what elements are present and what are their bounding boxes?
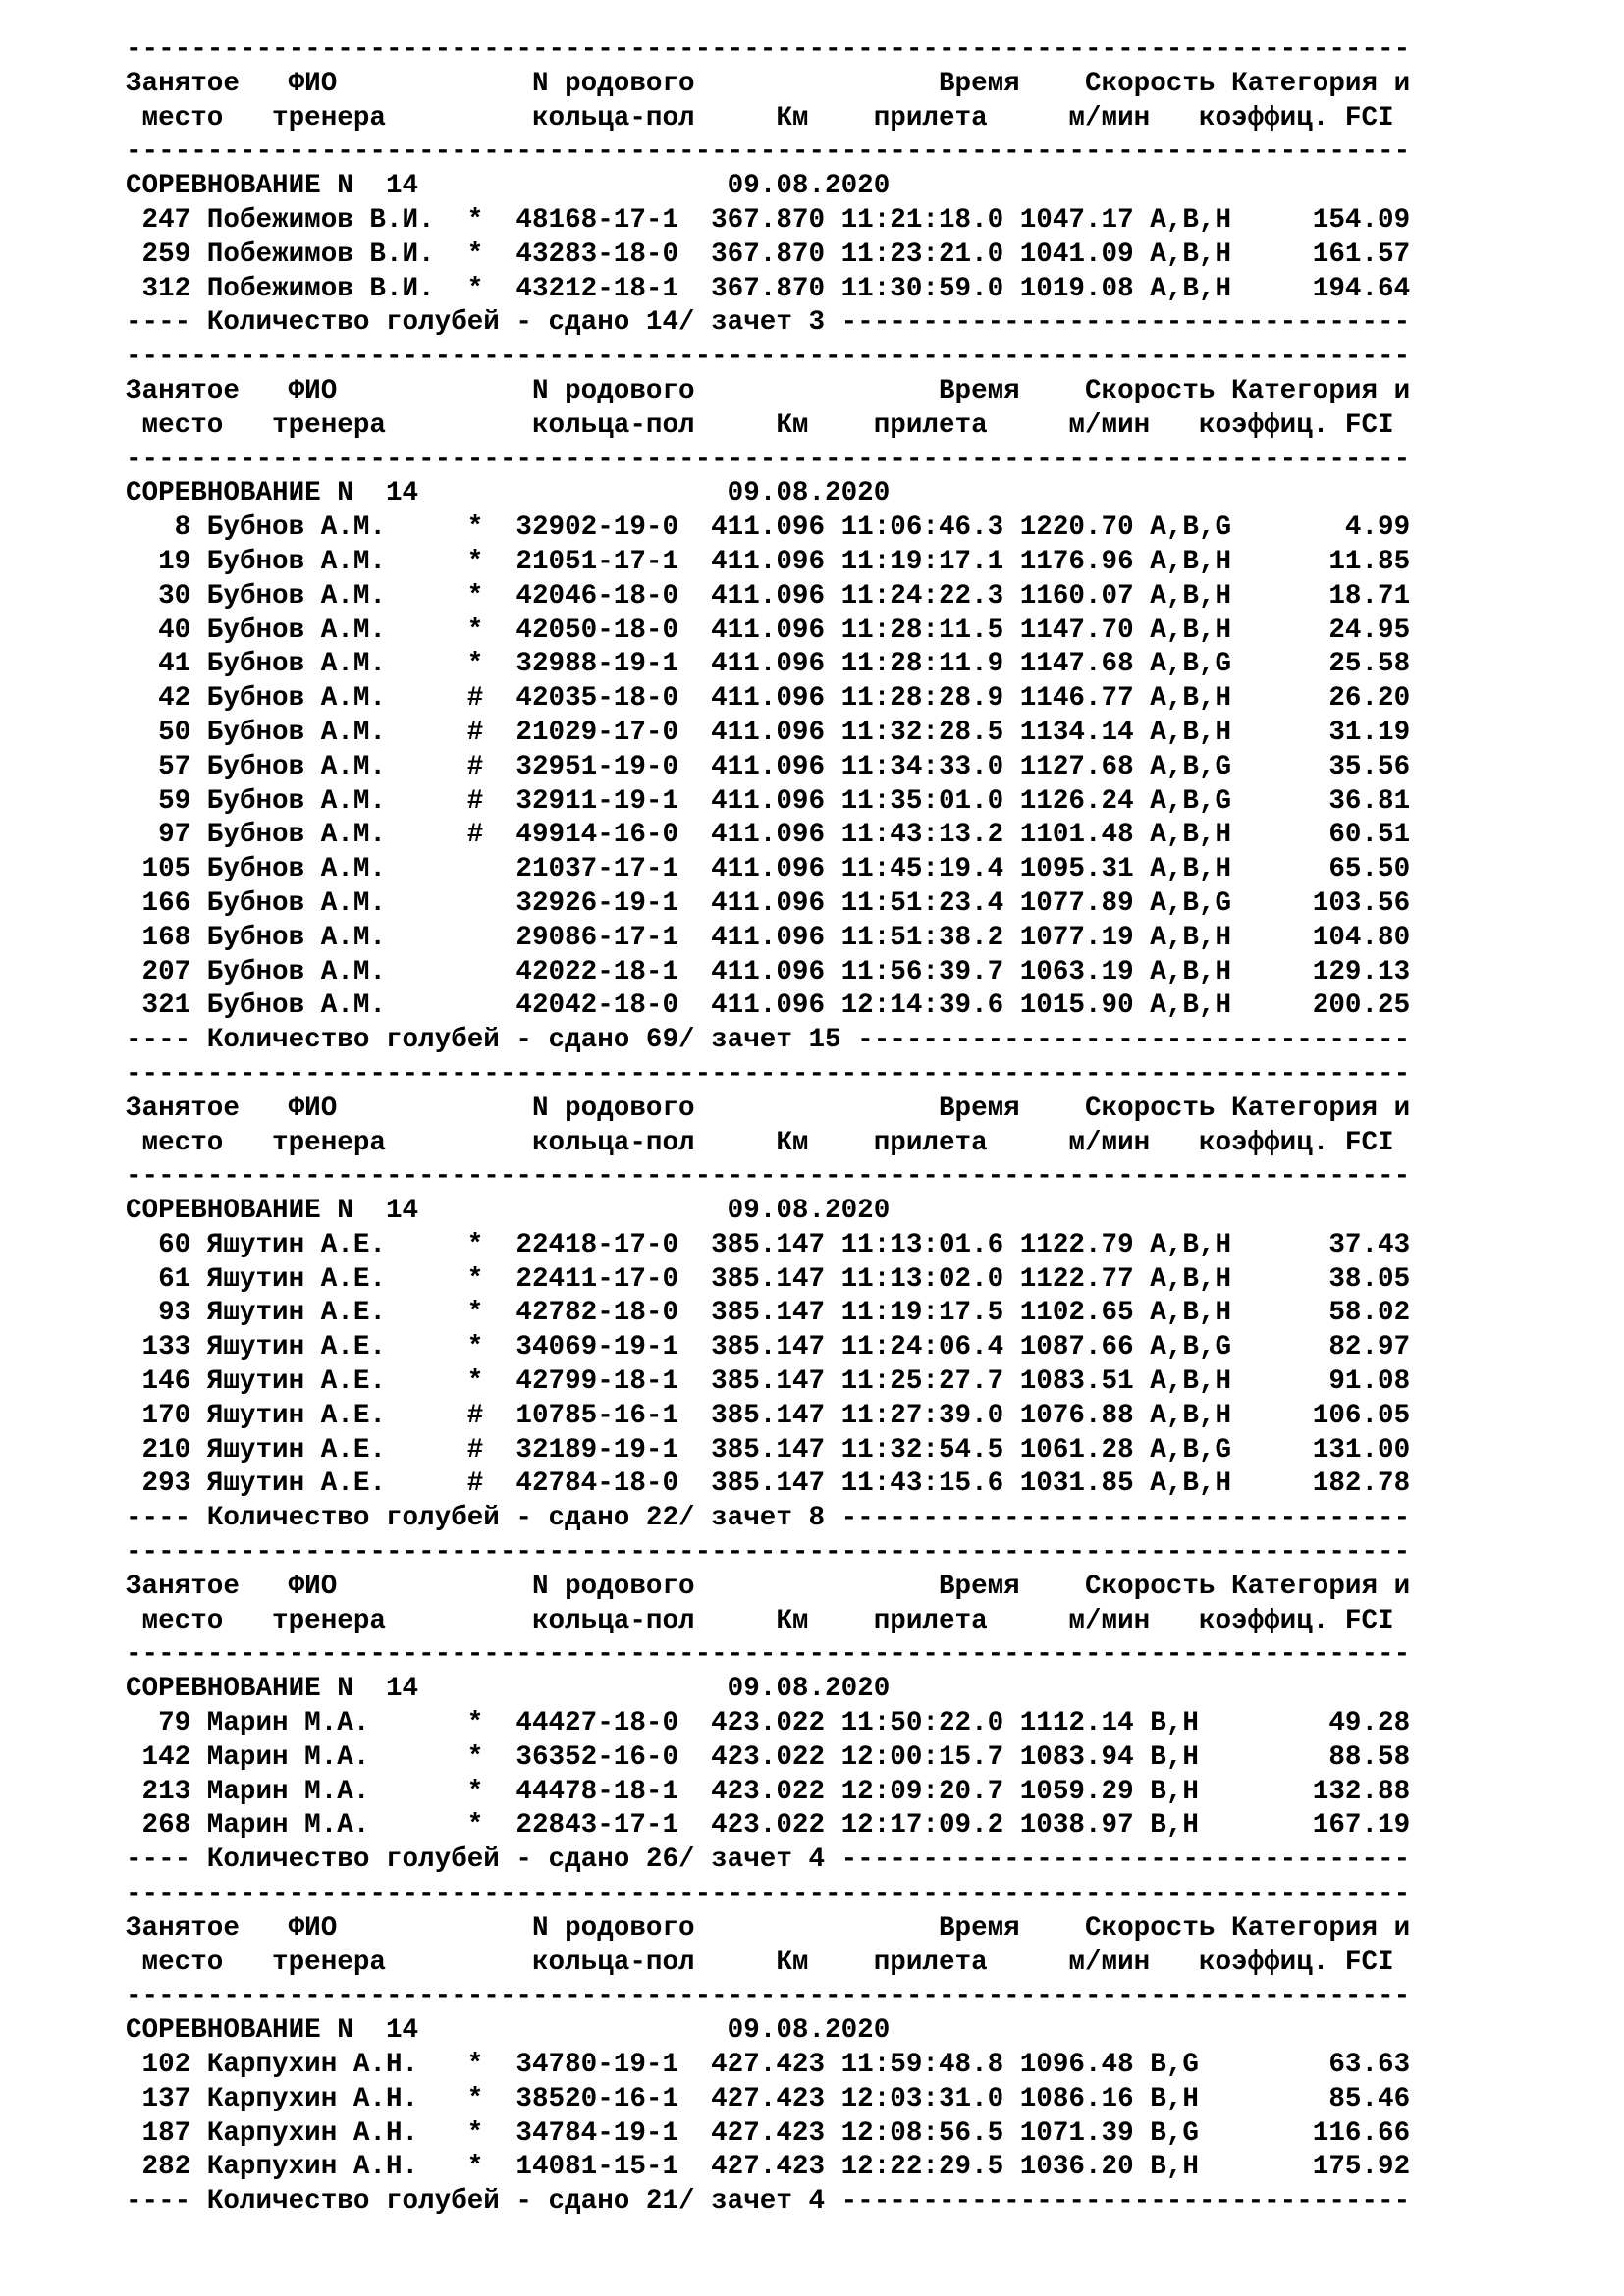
separator-line: ------------------------------------------------------------------------------- [126, 136, 1411, 168]
table-header-row-1: Занятое ФИО N родового Время Скорость Категория и [126, 1093, 1411, 1124]
result-row: 321 Бубнов А.М. 42042-18-0 411.096 12:14:39.6 1015.90 A,B,H 200.25 [126, 990, 1411, 1022]
result-row: 213 Марин М.А. * 44478-18-1 423.022 12:09:20.7 1059.29 B,H 132.88 [126, 1776, 1411, 1807]
summary-line: ---- Количество голубей - сдано 14/ зачет 3 ----------------------------------- [126, 307, 1411, 339]
competition-line: СОРЕВНОВАНИЕ N 14 09.08.2020 [126, 2015, 891, 2047]
table-header-row-1: Занятое ФИО N родового Время Скорость Категория и [126, 1571, 1411, 1602]
separator-line: ------------------------------------------------------------------------------- [126, 342, 1411, 373]
summary-line: ---- Количество голубей - сдано 26/ зачет 4 ----------------------------------- [126, 1844, 1411, 1876]
result-row: 19 Бубнов А.М. * 21051-17-1 411.096 11:19:17.1 1176.96 A,B,H 11.85 [126, 546, 1411, 577]
result-row: 187 Карпухин А.Н. * 34784-19-1 427.423 12:08:56.5 1071.39 B,G 116.66 [126, 2117, 1411, 2149]
table-header-row-2: место тренера кольца-пол Км прилета м/мин коэффиц. FCI [126, 1127, 1394, 1158]
result-row: 293 Яшутин А.Е. # 42784-18-0 385.147 11:43:15.6 1031.85 A,B,H 182.78 [126, 1468, 1411, 1500]
result-row: 105 Бубнов А.М. 21037-17-1 411.096 11:45:19.4 1095.31 A,B,H 65.50 [126, 854, 1411, 885]
result-row: 137 Карпухин А.Н. * 38520-16-1 427.423 12:03:31.0 1086.16 B,H 85.46 [126, 2083, 1411, 2114]
separator-line: ------------------------------------------------------------------------------- [126, 1981, 1411, 2012]
result-row: 40 Бубнов А.М. * 42050-18-0 411.096 11:28:11.5 1147.70 A,B,H 24.95 [126, 614, 1411, 646]
result-row: 133 Яшутин А.Е. * 34069-19-1 385.147 11:24:06.4 1087.66 A,B,G 82.97 [126, 1332, 1411, 1363]
separator-line: ------------------------------------------------------------------------------- [126, 1058, 1411, 1090]
competition-line: СОРЕВНОВАНИЕ N 14 09.08.2020 [126, 478, 891, 509]
separator-line: ------------------------------------------------------------------------------- [126, 1537, 1411, 1569]
result-row: 42 Бубнов А.М. # 42035-18-0 411.096 11:28:28.9 1146.77 A,B,H 26.20 [126, 683, 1411, 715]
table-header-row-2: место тренера кольца-пол Км прилета м/мин коэффиц. FCI [126, 409, 1394, 441]
result-row: 207 Бубнов А.М. 42022-18-1 411.096 11:56:39.7 1063.19 A,B,H 129.13 [126, 956, 1411, 988]
result-row: 170 Яшутин А.Е. # 10785-16-1 385.147 11:27:39.0 1076.88 A,B,H 106.05 [126, 1400, 1411, 1431]
competition-line: СОРЕВНОВАНИЕ N 14 09.08.2020 [126, 1674, 891, 1705]
result-row: 282 Карпухин А.Н. * 14081-15-1 427.423 12:22:29.5 1036.20 B,H 175.92 [126, 2152, 1411, 2183]
table-header-row-1: Занятое ФИО N родового Время Скорость Категория и [126, 68, 1411, 99]
result-row: 57 Бубнов А.М. # 32951-19-0 411.096 11:34:33.0 1127.68 A,B,G 35.56 [126, 751, 1411, 782]
results-report [126, 33, 1410, 2219]
result-row: 50 Бубнов А.М. # 21029-17-0 411.096 11:32:28.5 1134.14 A,B,H 31.19 [126, 717, 1411, 748]
result-row: 59 Бубнов А.М. # 32911-19-1 411.096 11:35:01.0 1126.24 A,B,G 36.81 [126, 785, 1411, 817]
result-row: 41 Бубнов А.М. * 32988-19-1 411.096 11:28:11.9 1147.68 A,B,G 25.58 [126, 649, 1411, 680]
result-row: 268 Марин М.А. * 22843-17-1 423.022 12:17:09.2 1038.97 B,H 167.19 [126, 1810, 1411, 1842]
separator-line: ------------------------------------------------------------------------------- [126, 1161, 1411, 1193]
separator-line: ------------------------------------------------------------------------------- [126, 34, 1411, 65]
result-row: 79 Марин М.А. * 44427-18-0 423.022 11:50:22.0 1112.14 B,H 49.28 [126, 1708, 1411, 1739]
result-row: 168 Бубнов А.М. 29086-17-1 411.096 11:51:38.2 1077.19 A,B,H 104.80 [126, 922, 1411, 953]
table-header-row-1: Занятое ФИО N родового Время Скорость Категория и [126, 1912, 1411, 1944]
result-row: 210 Яшутин А.Е. # 32189-19-1 385.147 11:32:54.5 1061.28 A,B,G 131.00 [126, 1434, 1411, 1466]
separator-line: ------------------------------------------------------------------------------- [126, 444, 1411, 475]
separator-line: ------------------------------------------------------------------------------- [126, 1639, 1411, 1671]
result-row: 97 Бубнов А.М. # 49914-16-0 411.096 11:43:13.2 1101.48 A,B,H 60.51 [126, 820, 1411, 851]
table-header-row-2: место тренера кольца-пол Км прилета м/мин коэффиц. FCI [126, 102, 1394, 133]
result-row: 259 Побежимов В.И. * 43283-18-0 367.870 11:23:21.0 1041.09 A,B,H 161.57 [126, 239, 1411, 270]
result-row: 93 Яшутин А.Е. * 42782-18-0 385.147 11:19:17.5 1102.65 A,B,H 58.02 [126, 1298, 1411, 1329]
result-row: 247 Побежимов В.И. * 48168-17-1 367.870 11:21:18.0 1047.17 A,B,H 154.09 [126, 204, 1411, 236]
result-row: 166 Бубнов А.М. 32926-19-1 411.096 11:51:23.4 1077.89 A,B,G 103.56 [126, 887, 1411, 919]
result-row: 60 Яшутин А.Е. * 22418-17-0 385.147 11:13:01.6 1122.79 A,B,H 37.43 [126, 1229, 1411, 1260]
result-row: 146 Яшутин А.Е. * 42799-18-1 385.147 11:25:27.7 1083.51 A,B,H 91.08 [126, 1366, 1411, 1398]
summary-line: ---- Количество голубей - сдано 22/ зачет 8 ----------------------------------- [126, 1503, 1411, 1534]
result-row: 8 Бубнов А.М. * 32902-19-0 411.096 11:06:46.3 1220.70 A,B,G 4.99 [126, 512, 1411, 544]
table-header-row-2: место тренера кольца-пол Км прилета м/мин коэффиц. FCI [126, 1605, 1394, 1636]
separator-line: ------------------------------------------------------------------------------- [126, 1879, 1411, 1910]
competition-line: СОРЕВНОВАНИЕ N 14 09.08.2020 [126, 171, 891, 202]
table-header-row-1: Занятое ФИО N родового Время Скорость Категория и [126, 375, 1411, 406]
result-row: 312 Побежимов В.И. * 43212-18-1 367.870 11:30:59.0 1019.08 A,B,H 194.64 [126, 273, 1411, 304]
competition-line: СОРЕВНОВАНИЕ N 14 09.08.2020 [126, 1196, 891, 1227]
summary-line: ---- Количество голубей - сдано 21/ зачет 4 ----------------------------------- [126, 2186, 1411, 2217]
result-row: 142 Марин М.А. * 36352-16-0 423.022 12:00:15.7 1083.94 B,H 88.58 [126, 1741, 1411, 1773]
table-header-row-2: место тренера кольца-пол Км прилета м/мин коэффиц. FCI [126, 1947, 1394, 1978]
summary-line: ---- Количество голубей - сдано 69/ зачет 15 ---------------------------------- [126, 1025, 1411, 1056]
result-row: 61 Яшутин А.Е. * 22411-17-0 385.147 11:13:02.0 1122.77 A,B,H 38.05 [126, 1263, 1411, 1295]
result-row: 102 Карпухин А.Н. * 34780-19-1 427.423 11:59:48.8 1096.48 B,G 63.63 [126, 2050, 1411, 2081]
result-row: 30 Бубнов А.М. * 42046-18-0 411.096 11:24:22.3 1160.07 A,B,H 18.71 [126, 580, 1411, 612]
